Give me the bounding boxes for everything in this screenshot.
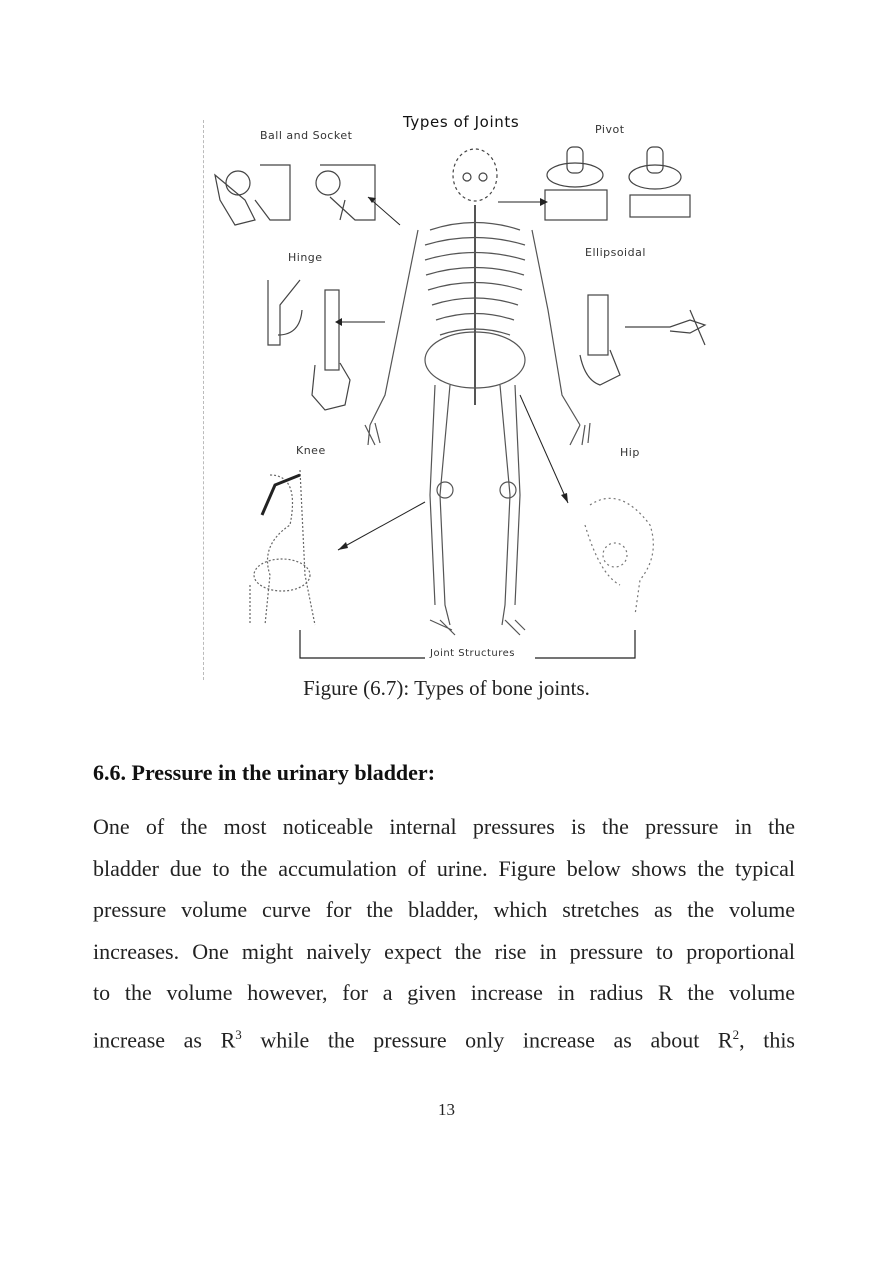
superscript: 3: [235, 1026, 242, 1042]
label-ellipsoidal: Ellipsoidal: [585, 246, 646, 259]
figure-title: Types of Joints: [403, 113, 520, 131]
pointer-arrows: [338, 197, 568, 550]
page-number: 13: [438, 1100, 455, 1119]
text-run: increase as R: [93, 1026, 236, 1052]
hip-illustration: [585, 498, 653, 615]
pivot-illustration: [545, 147, 690, 220]
text-run: while the pressure only increase as about R: [241, 1026, 733, 1052]
paragraph-line: increases. One might naively expect the rise in pressure to proportional: [93, 938, 795, 964]
ellipsoidal-illustration: [580, 295, 705, 385]
label-joint-structures: Joint Structures: [430, 648, 516, 659]
paragraph-line: One of the most noticeable internal pressures is the pressure in the: [93, 814, 795, 839]
hinge-illustration: [268, 280, 350, 410]
label-pivot: Pivot: [595, 123, 625, 136]
paragraph-line-last: [93, 1014, 795, 1061]
section-heading: 6.6. Pressure in the urinary bladder:: [93, 760, 436, 785]
label-hinge: Hinge: [288, 251, 323, 264]
text-run: , this: [739, 1026, 795, 1052]
joints-illustration: [190, 105, 710, 675]
label-ball-socket: Ball and Socket: [260, 129, 353, 142]
knee-illustration: [250, 470, 315, 625]
figure-caption: Figure (6.7): Types of bone joints.: [303, 676, 590, 700]
skull-illustration: [453, 149, 497, 201]
paragraph-line: pressure volume curve for the bladder, which stretches as the volume: [93, 897, 795, 922]
joints-figure: [190, 105, 710, 675]
label-hip: Hip: [620, 446, 640, 459]
paragraph-line: to the volume however, for a given increase in radius R the volume: [93, 980, 795, 1005]
label-knee: Knee: [296, 444, 326, 457]
paragraph-line: bladder due to the accumulation of urine. Figure below shows the typical: [93, 855, 795, 881]
section-paragraph: [93, 806, 795, 1060]
skeleton-illustration: [365, 205, 590, 635]
ball-socket-illustration: [215, 165, 375, 225]
superscript: 2: [732, 1026, 740, 1042]
